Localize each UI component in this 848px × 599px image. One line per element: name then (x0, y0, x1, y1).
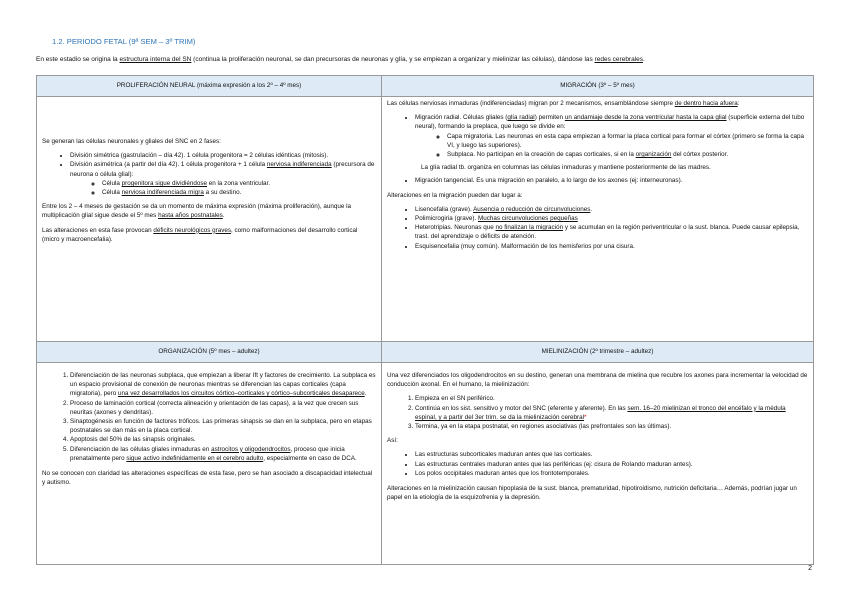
cell-migration (382, 97, 814, 342)
list-item: 1. Empieza en el SN periférico. (415, 394, 808, 403)
prolif-paragraph: Entre los 2 – 4 meses de gestación se da un momento de máxima expresión (máxima proliferación), aunque la multiplicación glial sigue desde el 5º mes hasta años postnatales. (42, 203, 352, 220)
org-paragraph: No se conocen con claridad las alteraciones específicas de esta fase, pero se han asociado a discapacidad intelectual y autismo. (42, 470, 373, 487)
list-item: • Migración radial. Células gliales (glía radial) permiten un andamiaje desde la zona ventricular hasta la capa glial (superficie externa del tubo neural), formando la preplaca, que luego se divide en: ◦ Capa migratoria. Las neuronas en esta capa empiezan a formar la placa cortical para formar el córtex (primero se forma la capa VI, y luego las superiores). ◦ Subplaca. No participan en la creación de capas corticales, si en la organización del córtex posterior. (415, 113, 808, 159)
cell-proliferation (37, 97, 382, 342)
miel-list (387, 394, 808, 431)
sub-list-item: ◦ Célula nerviosa indiferenciada migra a su destino. (102, 188, 376, 197)
list-item: • División simétrica (gastrulación – día 42). 1 célula progenitora = 2 células idénticas (mitosis). (70, 151, 376, 160)
list-item: • Las estructuras subcorticales maduran antes que las corticales. (415, 450, 808, 459)
miel-asi: Así: (387, 437, 398, 445)
list-item: • Lisencefalia (grave). Ausencia o reducción de circunvoluciones. (415, 205, 808, 214)
cell-myelination (382, 363, 814, 565)
list-item: 1. Diferenciación de las neuronas subplaca, que empiezan a liberar Ift y factores de crecimiento. La subplaca es un espacio provisional de conexión de neuronas mientras se diferencian las capas corticales (capa migratoria), pero una vez desarrollados los circuitos córtico–corticales y córtico–subcorticales desaparece. (70, 371, 376, 399)
sub-list-item: ◦ Subplaca. No participan en la creación de capas corticales, si en la organización del córtex posterior. (447, 150, 808, 159)
content-table (36, 75, 814, 565)
list-item: 3. Sinaptogénesis en función de factores tróficos. Las primeras sinapsis se dan en la subplaca, pero en etapas postnatales se dan más en la placa cortical. (70, 417, 376, 435)
list-item: • Migración tangencial. Es una migración en paralelo, a lo largo de los axones (ej: interneuronas). (415, 176, 808, 185)
header-migration: MIGRACIÓN (3º – 5º mes) (382, 76, 814, 97)
migr-list (387, 113, 808, 159)
miel-alterations: Alteraciones en la mielinización causan hipoplasia de la sust. blanca, prematuridad, hipotiroidismo, nutrición deficitaria… Además, podrían jugar un papel en la etiología de la esquizofrenia y la depresión. (387, 485, 797, 502)
miel-bullets (387, 450, 808, 478)
prolif-alterations: Las alteraciones en esta fase provocan déficits neurológicos graves, como malformaciones del desarrollo cortical (micro y macroencefalia). (42, 226, 358, 243)
migr-alterations-intro: Alteraciones en la migración pueden dar lugar a: (387, 191, 523, 199)
migr-list-2 (387, 176, 808, 185)
header-organization: ORGANIZACIÓN (5º mes – adultez) (37, 342, 382, 363)
list-item: 2. Continúa en los sist. sensitivo y motor del SNC (eferente y aferente). En las sem. 16–20 mielinizan el tronco del encéfalo y la médula espinal, y a partir del 3er trim. se da la mielinización cerebral* (415, 404, 808, 422)
sub-list-item: ◦ Capa migratoria. Las neuronas en esta capa empiezan a formar la placa cortical para formar el córtex (primero se forma la capa VI, y luego las superiores). (447, 132, 808, 150)
migr-alterations-list (387, 205, 808, 251)
list-item: 2. Proceso de laminación cortical (correcta alineación y orientación de las capas), a la vez que crecen sus neuritas (axones y dendritas). (70, 399, 376, 417)
prolif-list (42, 151, 376, 197)
cell-organization (37, 363, 382, 565)
header-myelination: MIELINIZACIÓN (2º trimestre – adultez) (382, 342, 814, 363)
list-item: • División asimétrica (a partir del día 42). 1 célula progenitora + 1 célula nerviosa indiferenciada (precursora de neurona o célula glial): ◦ Célula progenitora sigue dividiéndose en la zona ventricular. ◦ Célula nerviosa indiferenciada migra a su destino. (70, 160, 376, 197)
list-item: • Esquisencefalia (muy común). Malformación de los hemisferios por una cisura. (415, 242, 808, 251)
list-item: • Heterotripias. Neuronas que no finalizan la migración y se acumulan en la región periventricular o la sust. blanca. Puede causar epilepsia, trast. del aprendizaje o déficits de atención. (415, 223, 808, 241)
migr-intro: Las células nerviosas inmaduras (indiferenciadas) migran por 2 mecanismos, ensamblándose siempre de dentro hacia afuera: (387, 100, 740, 107)
list-item: • Las estructuras centrales maduran antes que las periféricas (ej: cisura de Rolando maduran antes). (415, 460, 808, 469)
miel-intro: Una vez diferenciados los oligodendrocitos en su destino, generan una membrana de mielina que recubre los axones para incrementar la velocidad de conducción axonal. En el humano, la mielinización: (387, 372, 808, 389)
list-item: • Polimicrogiria (grave). Muchas circunvoluciones pequeñas (415, 214, 808, 223)
header-proliferation: PROLIFERACIÓN NEURAL (máxima expresión a los 2º – 4º mes) (37, 76, 382, 97)
list-item: • Los polos occipitales maduran antes que los frontotemporales. (415, 469, 808, 478)
prolif-intro: Se generan las células neuronales y gliales del SNC en 2 fases: (42, 138, 221, 145)
list-item: 5. Diferenciación de las células gliales inmaduras en astrocitos y oligodendrocitos, proceso que inicia prenatalmente pero sigue activo indefinidamente en el cerebro adulto, especialmente en caso de DCA. (70, 445, 376, 463)
sub-list-item: ◦ Célula progenitora sigue dividiéndose en la zona ventricular. (102, 179, 376, 188)
migr-note: La glía radial tb. organiza en columnas las células inmaduras y mantiene posteriormente de las madres. (421, 164, 711, 172)
intro-paragraph: En este estadio se origina la estructura interna del SN (continua la proliferación neuronal, se dan precursoras de neuronas y glía, y se empiezan a organizar y mielinizar las células), dándose las redes cerebrales. (36, 56, 645, 63)
section-title: 1.2. PERIODO FETAL (9ª SEM – 3º TRIM) (52, 37, 196, 46)
list-item: 3. Termina, ya en la etapa postnatal, en regiones asociativas (las prefrontales son las últimas). (415, 422, 808, 431)
list-item: 4. Apoptosis del 50% de las sinapsis originales. (70, 435, 376, 444)
page-number: 2 (808, 565, 812, 572)
org-list (42, 371, 376, 463)
